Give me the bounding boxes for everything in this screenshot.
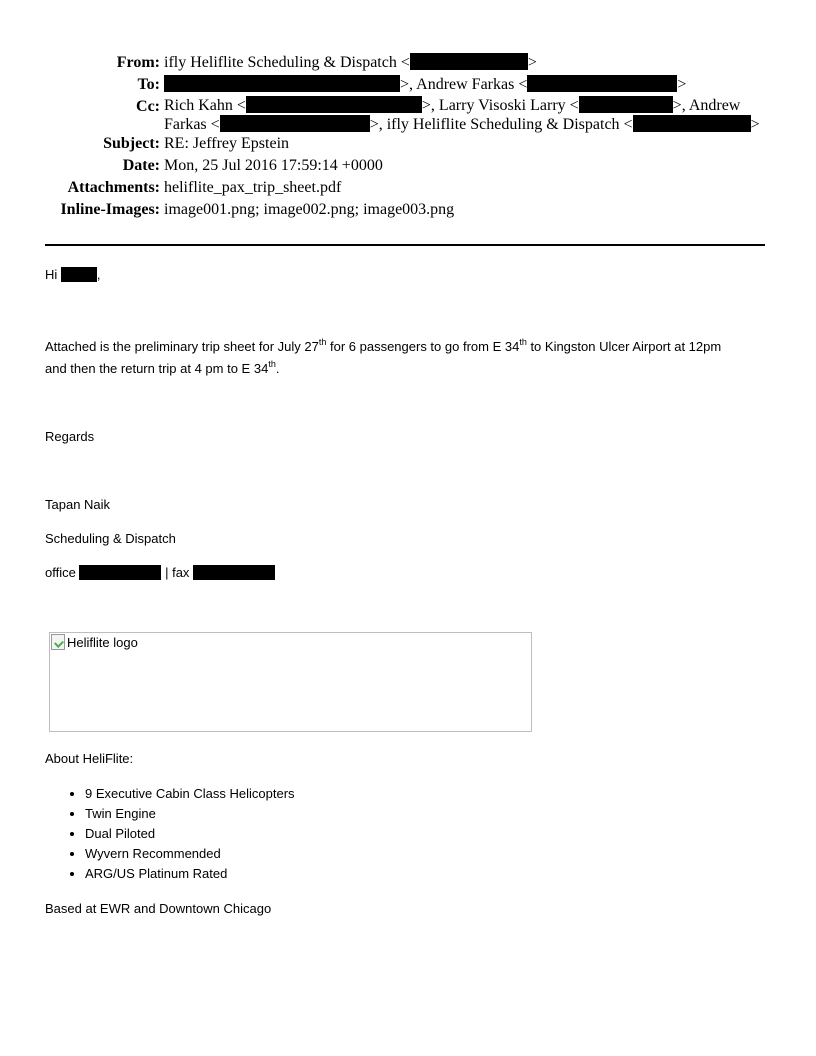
from-value-wrap [164, 52, 537, 74]
date-value: Mon, 25 Jul 2016 17:59:14 +0000 [164, 157, 383, 174]
regards: Regards [45, 429, 95, 444]
fax-label: | fax [165, 565, 190, 580]
cc-part-4: Farkas < [164, 116, 220, 133]
cc-part-2: >, Larry Visoski Larry < [421, 97, 579, 114]
about-heading: About HeliFlite: [45, 751, 134, 766]
redaction-block [579, 96, 673, 113]
greeting [45, 264, 101, 286]
from-close: > [527, 54, 537, 71]
header-divider [45, 244, 765, 246]
cc-label: Cc: [136, 98, 160, 115]
redaction-block [193, 565, 275, 580]
cc-part-6: > [750, 116, 760, 133]
list-item: • Twin Engine [85, 804, 295, 824]
attachments-value[interactable]: heliflite_pax_trip_sheet.pdf [164, 179, 342, 196]
email-header [0, 52, 816, 221]
trip-text-1: Attached is the preliminary trip sheet for July 27 [45, 339, 319, 354]
subject-row [0, 133, 816, 155]
cc-part-5: >, ifly Heliflite Scheduling & Dispatch < [369, 116, 633, 133]
cc-part-3: >, Andrew [672, 97, 741, 114]
redaction-block [410, 53, 528, 70]
broken-image-icon [51, 634, 65, 650]
feature-list [45, 784, 295, 884]
based-line: Based at EWR and Downtown Chicago [45, 901, 272, 916]
to-row [0, 74, 816, 96]
signature-title: Scheduling & Dispatch [45, 531, 176, 546]
to-close-2: > [677, 76, 687, 93]
greeting-comma: , [96, 267, 101, 282]
redaction-block [220, 115, 370, 132]
list-item: • 9 Executive Cabin Class Helicopters [85, 784, 295, 804]
date-row [0, 155, 816, 177]
trip-sup-3: th [268, 359, 276, 369]
list-item: • ARG/US Platinum Rated [85, 864, 295, 884]
redaction-block [61, 267, 97, 282]
list-item: • Dual Piloted [85, 824, 295, 844]
to-label: To: [137, 76, 160, 93]
trip-sup-2: th [519, 337, 527, 347]
subject-value: RE: Jeffrey Epstein [164, 135, 290, 152]
trip-sup-1: th [318, 337, 327, 347]
redaction-block [79, 565, 161, 580]
trip-paragraph [45, 336, 721, 380]
attachments-label: Attachments: [67, 179, 160, 196]
date-label: Date: [122, 157, 160, 174]
redaction-block [527, 75, 677, 92]
subject-label: Subject: [103, 135, 160, 152]
from-label: From: [116, 54, 160, 71]
trip-text-3: to Kingston Ulcer Airport at 12pm [526, 339, 722, 354]
redaction-block [246, 96, 422, 113]
attachments-row [0, 177, 816, 199]
inline-images-row [0, 199, 816, 221]
inline-images-label: Inline-Images: [60, 201, 160, 218]
inline-images-value: image001.png; image002.png; image003.png [164, 201, 455, 218]
from-value: ifly Heliflite Scheduling & Dispatch < [164, 54, 410, 71]
cc-part-1: Rich Kahn < [164, 97, 246, 114]
logo-alt-text: Heliflite logo [67, 634, 138, 650]
trip-text-2: for 6 passengers to go from E 34 [326, 339, 520, 354]
to-value-wrap [164, 74, 686, 96]
signature-contact [45, 562, 275, 584]
redaction-block [164, 75, 400, 92]
trip-text-4: and then the return trip at 4 pm to E 34 [45, 361, 269, 376]
heliflite-logo-image [49, 632, 532, 732]
office-label: office [45, 565, 76, 580]
trip-text-5: . [275, 361, 280, 376]
logo-alt-text-wrap [51, 634, 138, 650]
redaction-block [633, 115, 751, 132]
signature-name: Tapan Naik [45, 497, 111, 512]
cc-value-wrap [164, 96, 764, 134]
cc-row [0, 96, 816, 133]
from-row [0, 52, 816, 74]
list-item: • Wyvern Recommended [85, 844, 295, 864]
to-close-1: >, Andrew Farkas < [400, 76, 528, 93]
greeting-text: Hi [45, 267, 58, 282]
